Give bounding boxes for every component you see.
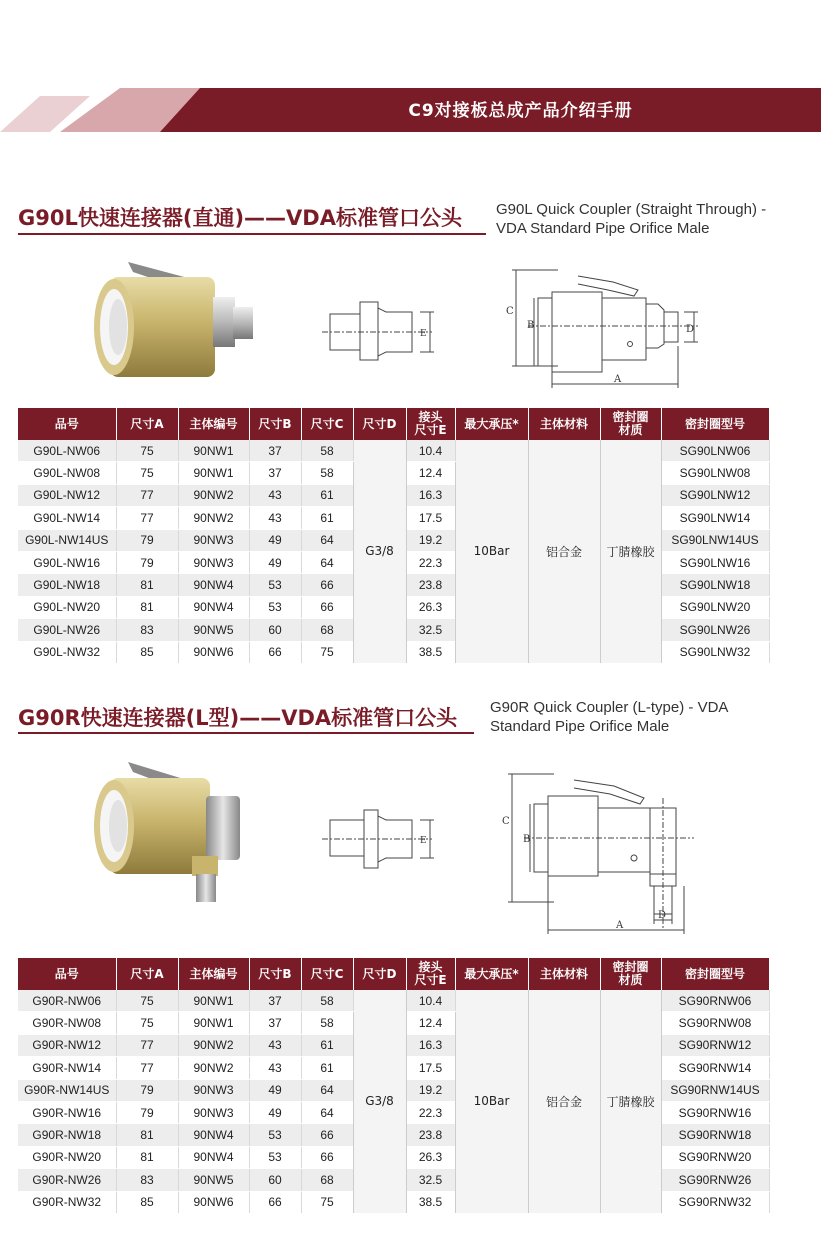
cell-part-no: G90R-NW08 <box>18 1012 116 1034</box>
cell-size-b: 66 <box>249 641 301 663</box>
cell-joint-e: 32.5 <box>406 619 455 641</box>
cell-joint-e: 16.3 <box>406 1034 455 1056</box>
cell-size-a: 79 <box>116 551 178 573</box>
cell-size-a: 79 <box>116 1101 178 1123</box>
b-label-2: B <box>523 834 531 845</box>
d-label: D <box>686 324 695 335</box>
cell-joint-e: 10.4 <box>406 440 455 462</box>
th-size-a: 尺寸A <box>116 958 178 990</box>
table-row <box>18 440 769 462</box>
cell-size-a: 85 <box>116 1191 178 1213</box>
cell-size-b: 37 <box>249 1012 301 1034</box>
cell-joint-e: 23.8 <box>406 1124 455 1146</box>
section-1-underline <box>18 233 486 235</box>
cell-size-b: 53 <box>249 574 301 596</box>
a-label-2: A <box>616 920 624 931</box>
cell-size-c: 61 <box>301 1034 353 1056</box>
cell-size-c: 61 <box>301 484 353 506</box>
cell-part-no: G90R-NW32 <box>18 1191 116 1213</box>
cell-seal-model: SG90LNW20 <box>661 596 769 618</box>
cell-size-b: 43 <box>249 484 301 506</box>
a-label: A <box>614 374 622 385</box>
cell-body-no: 90NW2 <box>178 484 249 506</box>
cell-seal-model: SG90RNW14US <box>661 1079 769 1101</box>
cell-body-no: 90NW3 <box>178 1101 249 1123</box>
th-size-c: 尺寸C <box>301 408 353 440</box>
cell-body-no: 90NW5 <box>178 1169 249 1191</box>
cell-part-no: G90R-NW06 <box>18 990 116 1012</box>
cell-part-no: G90L-NW06 <box>18 440 116 462</box>
cell-size-a: 75 <box>116 1012 178 1034</box>
th-seal-material: 密封圈 材质 <box>600 408 661 440</box>
cell-joint-e: 12.4 <box>406 462 455 484</box>
cell-size-b: 43 <box>249 507 301 529</box>
th-body-no: 主体编号 <box>178 408 249 440</box>
cell-size-c: 66 <box>301 1146 353 1168</box>
cell-joint-e: 23.8 <box>406 574 455 596</box>
table-header-row <box>18 408 769 440</box>
cell-body-no: 90NW4 <box>178 596 249 618</box>
cell-max-pressure: 10Bar <box>455 990 528 1213</box>
c-label: C <box>506 306 514 317</box>
cell-size-d: G3/8 <box>353 440 406 663</box>
cell-size-a: 75 <box>116 440 178 462</box>
cell-joint-e: 12.4 <box>406 1012 455 1034</box>
cell-seal-model: SG90RNW20 <box>661 1146 769 1168</box>
cell-seal-material: 丁腈橡胶 <box>600 990 661 1213</box>
g90r-table-body <box>18 990 769 1213</box>
cell-size-a: 81 <box>116 1124 178 1146</box>
cell-size-d: G3/8 <box>353 990 406 1213</box>
cell-seal-model: SG90RNW06 <box>661 990 769 1012</box>
cell-part-no: G90R-NW14US <box>18 1079 116 1101</box>
cell-seal-model: SG90RNW26 <box>661 1169 769 1191</box>
table-row <box>18 990 769 1012</box>
cell-size-b: 53 <box>249 1124 301 1146</box>
section-1-title-en-line1: G90L Quick Coupler (Straight Through) - <box>496 201 767 218</box>
c-label-2: C <box>502 816 510 827</box>
cell-size-b: 49 <box>249 551 301 573</box>
cell-size-a: 79 <box>116 529 178 551</box>
cell-seal-model: SG90LNW26 <box>661 619 769 641</box>
cell-seal-model: SG90LNW14US <box>661 529 769 551</box>
th-part-no: 品号 <box>18 958 116 990</box>
cell-part-no: G90L-NW32 <box>18 641 116 663</box>
th-joint-e: 接头 尺寸E <box>406 958 455 990</box>
cell-joint-e: 22.3 <box>406 551 455 573</box>
cell-seal-model: SG90RNW12 <box>661 1034 769 1056</box>
cell-max-pressure: 10Bar <box>455 440 528 663</box>
cell-size-a: 85 <box>116 641 178 663</box>
b-label: B <box>527 320 535 331</box>
cell-seal-model: SG90LNW12 <box>661 484 769 506</box>
th-size-b: 尺寸B <box>249 958 301 990</box>
cell-size-a: 77 <box>116 507 178 529</box>
section-1-title-cn: G90L快速连接器(直通)——VDA标准管口公头 <box>18 206 462 230</box>
cell-size-c: 68 <box>301 619 353 641</box>
cell-seal-model: SG90RNW14 <box>661 1057 769 1079</box>
g90r-dimension-drawing <box>494 768 704 938</box>
cell-joint-e: 22.3 <box>406 1101 455 1123</box>
cell-size-c: 75 <box>301 641 353 663</box>
cell-size-b: 49 <box>249 529 301 551</box>
cell-joint-e: 26.3 <box>406 1146 455 1168</box>
cell-size-a: 77 <box>116 1034 178 1056</box>
g90r-product-photo <box>88 756 253 906</box>
cell-body-no: 90NW1 <box>178 990 249 1012</box>
cell-size-c: 64 <box>301 1079 353 1101</box>
cell-part-no: G90R-NW20 <box>18 1146 116 1168</box>
cell-body-no: 90NW2 <box>178 507 249 529</box>
cell-part-no: G90L-NW08 <box>18 462 116 484</box>
cell-joint-e: 10.4 <box>406 990 455 1012</box>
th-max-pressure: 最大承压* <box>455 408 528 440</box>
cell-size-b: 37 <box>249 990 301 1012</box>
g90r-spec-table <box>18 958 770 1214</box>
cell-size-a: 81 <box>116 574 178 596</box>
cell-size-b: 43 <box>249 1057 301 1079</box>
cell-size-c: 66 <box>301 596 353 618</box>
g90l-joint-drawing <box>322 296 442 366</box>
cell-size-a: 77 <box>116 484 178 506</box>
cell-size-c: 61 <box>301 507 353 529</box>
cell-seal-model: SG90RNW16 <box>661 1101 769 1123</box>
cell-size-c: 58 <box>301 440 353 462</box>
section-2-underline <box>18 732 474 734</box>
cell-size-b: 43 <box>249 1034 301 1056</box>
cell-size-b: 49 <box>249 1079 301 1101</box>
cell-body-no: 90NW4 <box>178 1146 249 1168</box>
cell-body-no: 90NW1 <box>178 462 249 484</box>
cell-size-a: 83 <box>116 1169 178 1191</box>
cell-part-no: G90L-NW16 <box>18 551 116 573</box>
th-seal-material: 密封圈 材质 <box>600 958 661 990</box>
cell-body-no: 90NW1 <box>178 440 249 462</box>
cell-part-no: G90L-NW12 <box>18 484 116 506</box>
cell-part-no: G90R-NW16 <box>18 1101 116 1123</box>
cell-size-c: 68 <box>301 1169 353 1191</box>
th-part-no: 品号 <box>18 408 116 440</box>
cell-seal-model: SG90LNW14 <box>661 507 769 529</box>
cell-size-b: 60 <box>249 619 301 641</box>
cell-joint-e: 17.5 <box>406 507 455 529</box>
cell-part-no: G90R-NW12 <box>18 1034 116 1056</box>
g90l-product-photo <box>88 252 263 382</box>
cell-size-c: 66 <box>301 574 353 596</box>
cell-body-no: 90NW3 <box>178 1079 249 1101</box>
header-banner <box>0 88 821 132</box>
cell-size-a: 75 <box>116 462 178 484</box>
th-body-material: 主体材料 <box>528 408 600 440</box>
e-label-2: E <box>420 836 427 846</box>
cell-part-no: G90L-NW14US <box>18 529 116 551</box>
page-title: C9对接板总成产品介绍手册 <box>408 101 633 121</box>
cell-size-a: 77 <box>116 1057 178 1079</box>
cell-size-a: 83 <box>116 619 178 641</box>
d-label-2: D <box>658 910 667 921</box>
cell-body-no: 90NW3 <box>178 529 249 551</box>
cell-joint-e: 26.3 <box>406 596 455 618</box>
e-label: E <box>420 329 427 339</box>
th-size-a: 尺寸A <box>116 408 178 440</box>
th-max-pressure: 最大承压* <box>455 958 528 990</box>
th-body-no: 主体编号 <box>178 958 249 990</box>
cell-part-no: G90L-NW26 <box>18 619 116 641</box>
cell-size-b: 37 <box>249 462 301 484</box>
cell-joint-e: 19.2 <box>406 1079 455 1101</box>
cell-body-no: 90NW4 <box>178 574 249 596</box>
section-2-title-cn: G90R快速连接器(L型)——VDA标准管口公头 <box>18 706 458 730</box>
cell-size-b: 37 <box>249 440 301 462</box>
cell-seal-model: SG90LNW18 <box>661 574 769 596</box>
cell-joint-e: 32.5 <box>406 1169 455 1191</box>
cell-size-a: 79 <box>116 1079 178 1101</box>
cell-joint-e: 17.5 <box>406 1057 455 1079</box>
th-size-d: 尺寸D <box>353 958 406 990</box>
g90l-table-body <box>18 440 769 663</box>
section-2-title-en <box>490 698 728 736</box>
cell-size-b: 66 <box>249 1191 301 1213</box>
cell-size-c: 58 <box>301 1012 353 1034</box>
g90l-dimension-drawing <box>498 262 708 392</box>
cell-size-c: 66 <box>301 1124 353 1146</box>
cell-size-a: 81 <box>116 1146 178 1168</box>
th-joint-e: 接头 尺寸E <box>406 408 455 440</box>
cell-body-no: 90NW5 <box>178 619 249 641</box>
cell-size-c: 64 <box>301 551 353 573</box>
cell-seal-material: 丁腈橡胶 <box>600 440 661 663</box>
cell-size-a: 81 <box>116 596 178 618</box>
cell-part-no: G90R-NW18 <box>18 1124 116 1146</box>
th-body-material: 主体材料 <box>528 958 600 990</box>
g90r-joint-drawing <box>322 806 442 876</box>
cell-size-b: 53 <box>249 1146 301 1168</box>
cell-part-no: G90L-NW18 <box>18 574 116 596</box>
table-header-row <box>18 958 769 990</box>
cell-joint-e: 38.5 <box>406 641 455 663</box>
cell-joint-e: 38.5 <box>406 1191 455 1213</box>
cell-part-no: G90L-NW14 <box>18 507 116 529</box>
cell-seal-model: SG90RNW32 <box>661 1191 769 1213</box>
section-1-title-en <box>496 200 766 238</box>
th-seal-model: 密封圈型号 <box>661 408 769 440</box>
cell-body-no: 90NW4 <box>178 1124 249 1146</box>
cell-part-no: G90R-NW14 <box>18 1057 116 1079</box>
cell-seal-model: SG90RNW08 <box>661 1012 769 1034</box>
section-1-title-en-line2: VDA Standard Pipe Orifice Male <box>496 220 710 237</box>
cell-size-c: 58 <box>301 462 353 484</box>
cell-seal-model: SG90LNW06 <box>661 440 769 462</box>
th-seal-model: 密封圈型号 <box>661 958 769 990</box>
cell-body-no: 90NW6 <box>178 1191 249 1213</box>
section-2-title-en-line1: G90R Quick Coupler (L-type) - VDA <box>490 699 729 716</box>
cell-part-no: G90R-NW26 <box>18 1169 116 1191</box>
cell-size-b: 49 <box>249 1101 301 1123</box>
section-2-title-en-line2: Standard Pipe Orifice Male <box>490 718 670 735</box>
cell-size-c: 58 <box>301 990 353 1012</box>
cell-size-c: 75 <box>301 1191 353 1213</box>
cell-seal-model: SG90LNW32 <box>661 641 769 663</box>
cell-joint-e: 19.2 <box>406 529 455 551</box>
cell-joint-e: 16.3 <box>406 484 455 506</box>
th-size-c: 尺寸C <box>301 958 353 990</box>
cell-body-no: 90NW3 <box>178 551 249 573</box>
cell-body-no: 90NW1 <box>178 1012 249 1034</box>
cell-body-no: 90NW2 <box>178 1057 249 1079</box>
cell-part-no: G90L-NW20 <box>18 596 116 618</box>
g90l-spec-table <box>18 408 770 664</box>
th-size-b: 尺寸B <box>249 408 301 440</box>
cell-seal-model: SG90LNW16 <box>661 551 769 573</box>
cell-size-c: 61 <box>301 1057 353 1079</box>
cell-size-c: 64 <box>301 529 353 551</box>
cell-seal-model: SG90LNW08 <box>661 462 769 484</box>
cell-body-material: 铝合金 <box>528 440 600 663</box>
cell-body-no: 90NW6 <box>178 641 249 663</box>
cell-body-material: 铝合金 <box>528 990 600 1213</box>
cell-size-b: 53 <box>249 596 301 618</box>
cell-size-a: 75 <box>116 990 178 1012</box>
cell-seal-model: SG90RNW18 <box>661 1124 769 1146</box>
cell-size-c: 64 <box>301 1101 353 1123</box>
cell-size-b: 60 <box>249 1169 301 1191</box>
th-size-d: 尺寸D <box>353 408 406 440</box>
cell-body-no: 90NW2 <box>178 1034 249 1056</box>
